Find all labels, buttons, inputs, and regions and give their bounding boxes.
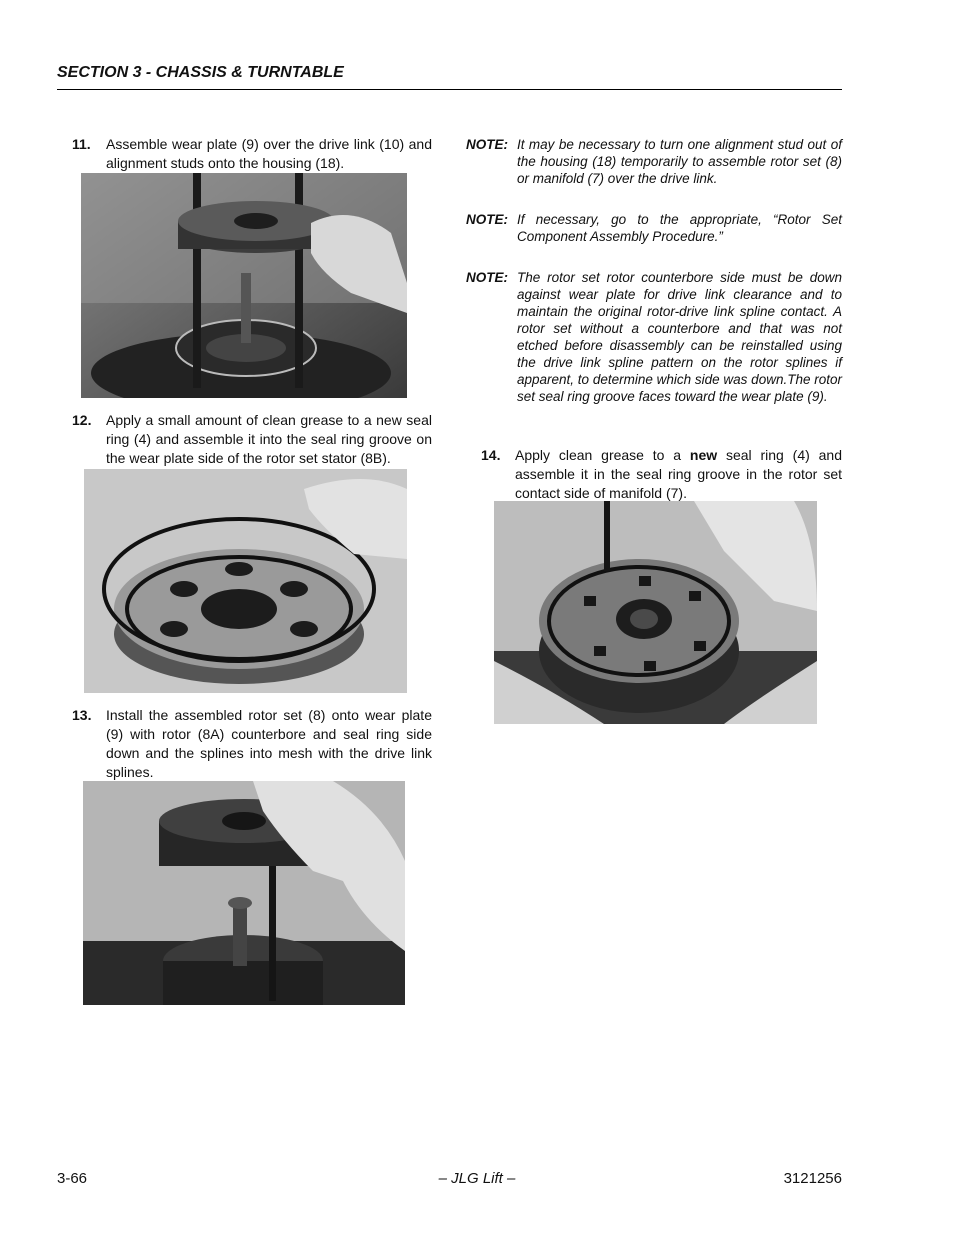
note-label: NOTE: bbox=[466, 137, 508, 152]
photo-manifold-seal-ring bbox=[494, 501, 817, 724]
step-number: 14. bbox=[481, 447, 501, 463]
emphasis-new: new bbox=[689, 447, 718, 463]
step-14 bbox=[481, 446, 842, 504]
step-number: 13. bbox=[72, 707, 92, 723]
note-rotor-procedure bbox=[466, 211, 842, 247]
step-text: Assemble wear plate (9) over the drive link (10) and alignment studs onto the housing (18). bbox=[106, 136, 432, 171]
step-text: Apply a small amount of clean grease to a new seal ring (4) and assemble it into the seal ring groove on the wear plate side of the rotor set stator (8B). bbox=[106, 412, 432, 466]
step-text: Install the assembled rotor set (8) onto wear plate (9) with rotor (8A) counterbore and seal ring side down and the splines into mesh with the drive link splines. bbox=[106, 707, 432, 780]
section-header: SECTION 3 - CHASSIS & TURNTABLE bbox=[57, 64, 344, 81]
note-label: NOTE: bbox=[466, 270, 508, 285]
step-12 bbox=[72, 411, 432, 469]
photo-rotor-set-install bbox=[83, 781, 405, 1005]
photo-wear-plate-assembly bbox=[81, 173, 407, 398]
step-13 bbox=[72, 706, 432, 782]
note-alignment-stud bbox=[466, 136, 842, 188]
footer-center: – JLG Lift – bbox=[438, 1170, 516, 1187]
step-text: Apply clean grease to a new seal ring (4) and assemble it in the seal ring groove in the rotor set contact side of manifold (7). bbox=[515, 447, 842, 501]
step-number: 12. bbox=[72, 412, 92, 428]
step-number: 11. bbox=[72, 136, 91, 152]
note-label: NOTE: bbox=[466, 212, 508, 227]
footer-page-number: 3-66 bbox=[57, 1170, 88, 1187]
note-text: It may be necessary to turn one alignment stud out of the housing (18) temporarily to assemble rotor set (8) or manifold (7) over the drive link. bbox=[517, 137, 842, 186]
header-rule bbox=[57, 89, 842, 90]
photo-seal-ring-stator bbox=[84, 469, 407, 693]
note-text: If necessary, go to the appropriate, “Rotor Set Component Assembly Procedure.” bbox=[517, 212, 842, 244]
footer-doc-number: 3121256 bbox=[783, 1170, 842, 1187]
note-counterbore bbox=[466, 269, 842, 424]
step-11 bbox=[72, 135, 432, 175]
note-text: The rotor set rotor counterbore side must be down against wear plate for drive link clearance and to maintain the original rotor-drive link spline contact. A rotor set without a counterbore and that was not etched before disassembly can be reinstalled using the drive link spline pattern on the rotor splines if apparent, to determine which side was down.The rotor set seal ring groove faces toward the wear plate (9). bbox=[517, 270, 842, 404]
